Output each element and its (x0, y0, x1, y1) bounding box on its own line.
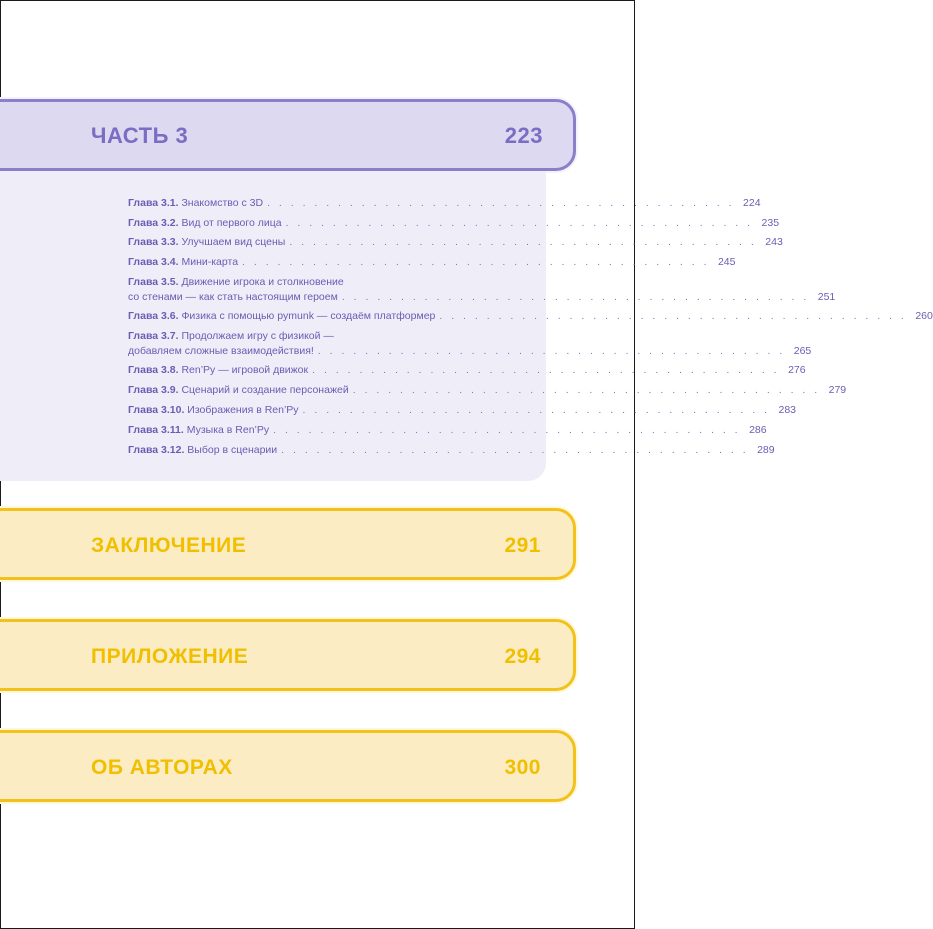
chapter-entry[interactable] (128, 309, 933, 324)
chapter-entry[interactable] (128, 443, 775, 458)
section-page-number: 300 (504, 756, 541, 779)
chapter-number: Глава 3.3. (128, 236, 179, 248)
chapter-title: Продолжаем игру с физикой — (181, 330, 334, 342)
chapter-page: 245 (717, 256, 736, 268)
dot-leader: . . . . . . . . . . . . . . . . . . . . . . . . . . . . . . . . . . . . . . . . (281, 444, 749, 456)
chapter-number: Глава 3.9. (128, 384, 179, 396)
chapter-page: 260 (915, 310, 933, 322)
chapter-page: 235 (761, 217, 780, 229)
chapter-entry[interactable] (128, 235, 783, 250)
chapter-page: 276 (788, 364, 806, 376)
part-title: ЧАСТЬ 3 (91, 123, 189, 148)
chapter-number: Глава 3.1. (128, 197, 179, 209)
chapter-title: Ren’Py — игровой движок (181, 364, 309, 376)
chapter-title: Знакомство с 3D (181, 197, 264, 209)
section-title: ОБ АВТОРАХ (91, 756, 233, 779)
chapter-page: 251 (817, 291, 836, 303)
section-title: ПРИЛОЖЕНИЕ (91, 645, 249, 668)
chapter-entry[interactable] (128, 275, 836, 305)
part-page-number: 223 (504, 123, 543, 148)
chapter-title: Вид от первого лица (181, 217, 282, 229)
section-page-number: 294 (504, 645, 541, 668)
chapter-title: Мини-карта (181, 256, 239, 268)
dot-leader: . . . . . . . . . . . . . . . . . . . . . . . . . . . . . . . . . . . . . . . . (285, 217, 754, 229)
chapter-entry[interactable] (128, 403, 797, 418)
section-conclusion[interactable] (0, 508, 576, 580)
dot-leader: . . . . . . . . . . . . . . . . . . . . . . . . . . . . . . . . . . . . . . . . (289, 236, 757, 248)
chapter-page: 283 (778, 404, 797, 416)
dot-leader: . . . . . . . . . . . . . . . . . . . . . . . . . . . . . . . . . . . . . . . . (317, 345, 786, 357)
chapter-number: Глава 3.12. (128, 444, 185, 456)
dot-leader: . . . . . . . . . . . . . . . . . . . . . . . . . . . . . . . . . . . . . . . . (267, 197, 735, 209)
chapter-page: 279 (828, 384, 847, 396)
dot-leader: . . . . . . . . . . . . . . . . . . . . . . . . . . . . . . . . . . . . . . . . (273, 424, 741, 436)
chapter-entry[interactable] (128, 255, 736, 270)
chapter-number: Глава 3.7. (128, 330, 179, 342)
dot-leader: . . . . . . . . . . . . . . . . . . . . . . . . . . . . . . . . . . . . . . . . (352, 384, 821, 396)
chapter-number: Глава 3.2. (128, 217, 179, 229)
dot-leader: . . . . . . . . . . . . . . . . . . . . . . . . . . . . . . . . . . . . . . . . (312, 364, 780, 376)
chapter-number: Глава 3.8. (128, 364, 179, 376)
chapter-title-line2: добавляем сложные взаимодействия! (128, 345, 314, 357)
chapter-title: Музыка в Ren’Py (186, 424, 270, 436)
chapter-title: Выбор в сценарии (187, 444, 278, 456)
chapter-number: Глава 3.11. (128, 424, 184, 436)
part-3-header[interactable] (0, 99, 576, 171)
dot-leader: . . . . . . . . . . . . . . . . . . . . . . . . . . . . . . . . . . . . . . . . (302, 404, 771, 416)
chapter-title-line2: со стенами — как стать настоящим героем (128, 291, 338, 303)
chapter-entry[interactable] (128, 383, 847, 398)
chapter-title: Физика с помощью pymunk — создаём платформер (181, 310, 436, 322)
chapter-page: 224 (743, 197, 761, 209)
chapter-entry[interactable] (128, 196, 761, 211)
chapter-page: 289 (757, 444, 775, 456)
dot-leader: . . . . . . . . . . . . . . . . . . . . . . . . . . . . . . . . . . . . . . . . (341, 291, 810, 303)
section-about-authors[interactable] (0, 730, 576, 802)
dot-leader: . . . . . . . . . . . . . . . . . . . . . . . . . . . . . . . . . . . . . . . . (439, 310, 907, 322)
section-page-number: 291 (504, 534, 541, 557)
chapter-number: Глава 3.5. (128, 276, 179, 288)
section-title: ЗАКЛЮЧЕНИЕ (91, 534, 247, 557)
chapter-page: 286 (749, 424, 767, 436)
chapter-entry[interactable] (128, 216, 780, 231)
chapter-list (0, 171, 933, 481)
chapter-title: Изображения в Ren’Py (187, 404, 299, 416)
dot-leader: . . . . . . . . . . . . . . . . . . . . . . . . . . . . . . . . . . . . . . . . (242, 256, 710, 268)
chapter-number: Глава 3.4. (128, 256, 179, 268)
section-appendix[interactable] (0, 619, 576, 691)
chapter-number: Глава 3.6. (128, 310, 179, 322)
chapter-page: 265 (793, 345, 812, 357)
chapter-entry[interactable] (128, 329, 812, 359)
chapter-number: Глава 3.10. (128, 404, 185, 416)
chapter-title: Движение игрока и столкновение (181, 276, 344, 288)
chapter-title: Улучшаем вид сцены (181, 236, 286, 248)
chapter-entry[interactable] (128, 363, 806, 378)
chapter-page: 243 (765, 236, 783, 248)
chapter-entry[interactable] (128, 423, 767, 438)
chapter-title: Сценарий и создание персонажей (181, 384, 349, 396)
